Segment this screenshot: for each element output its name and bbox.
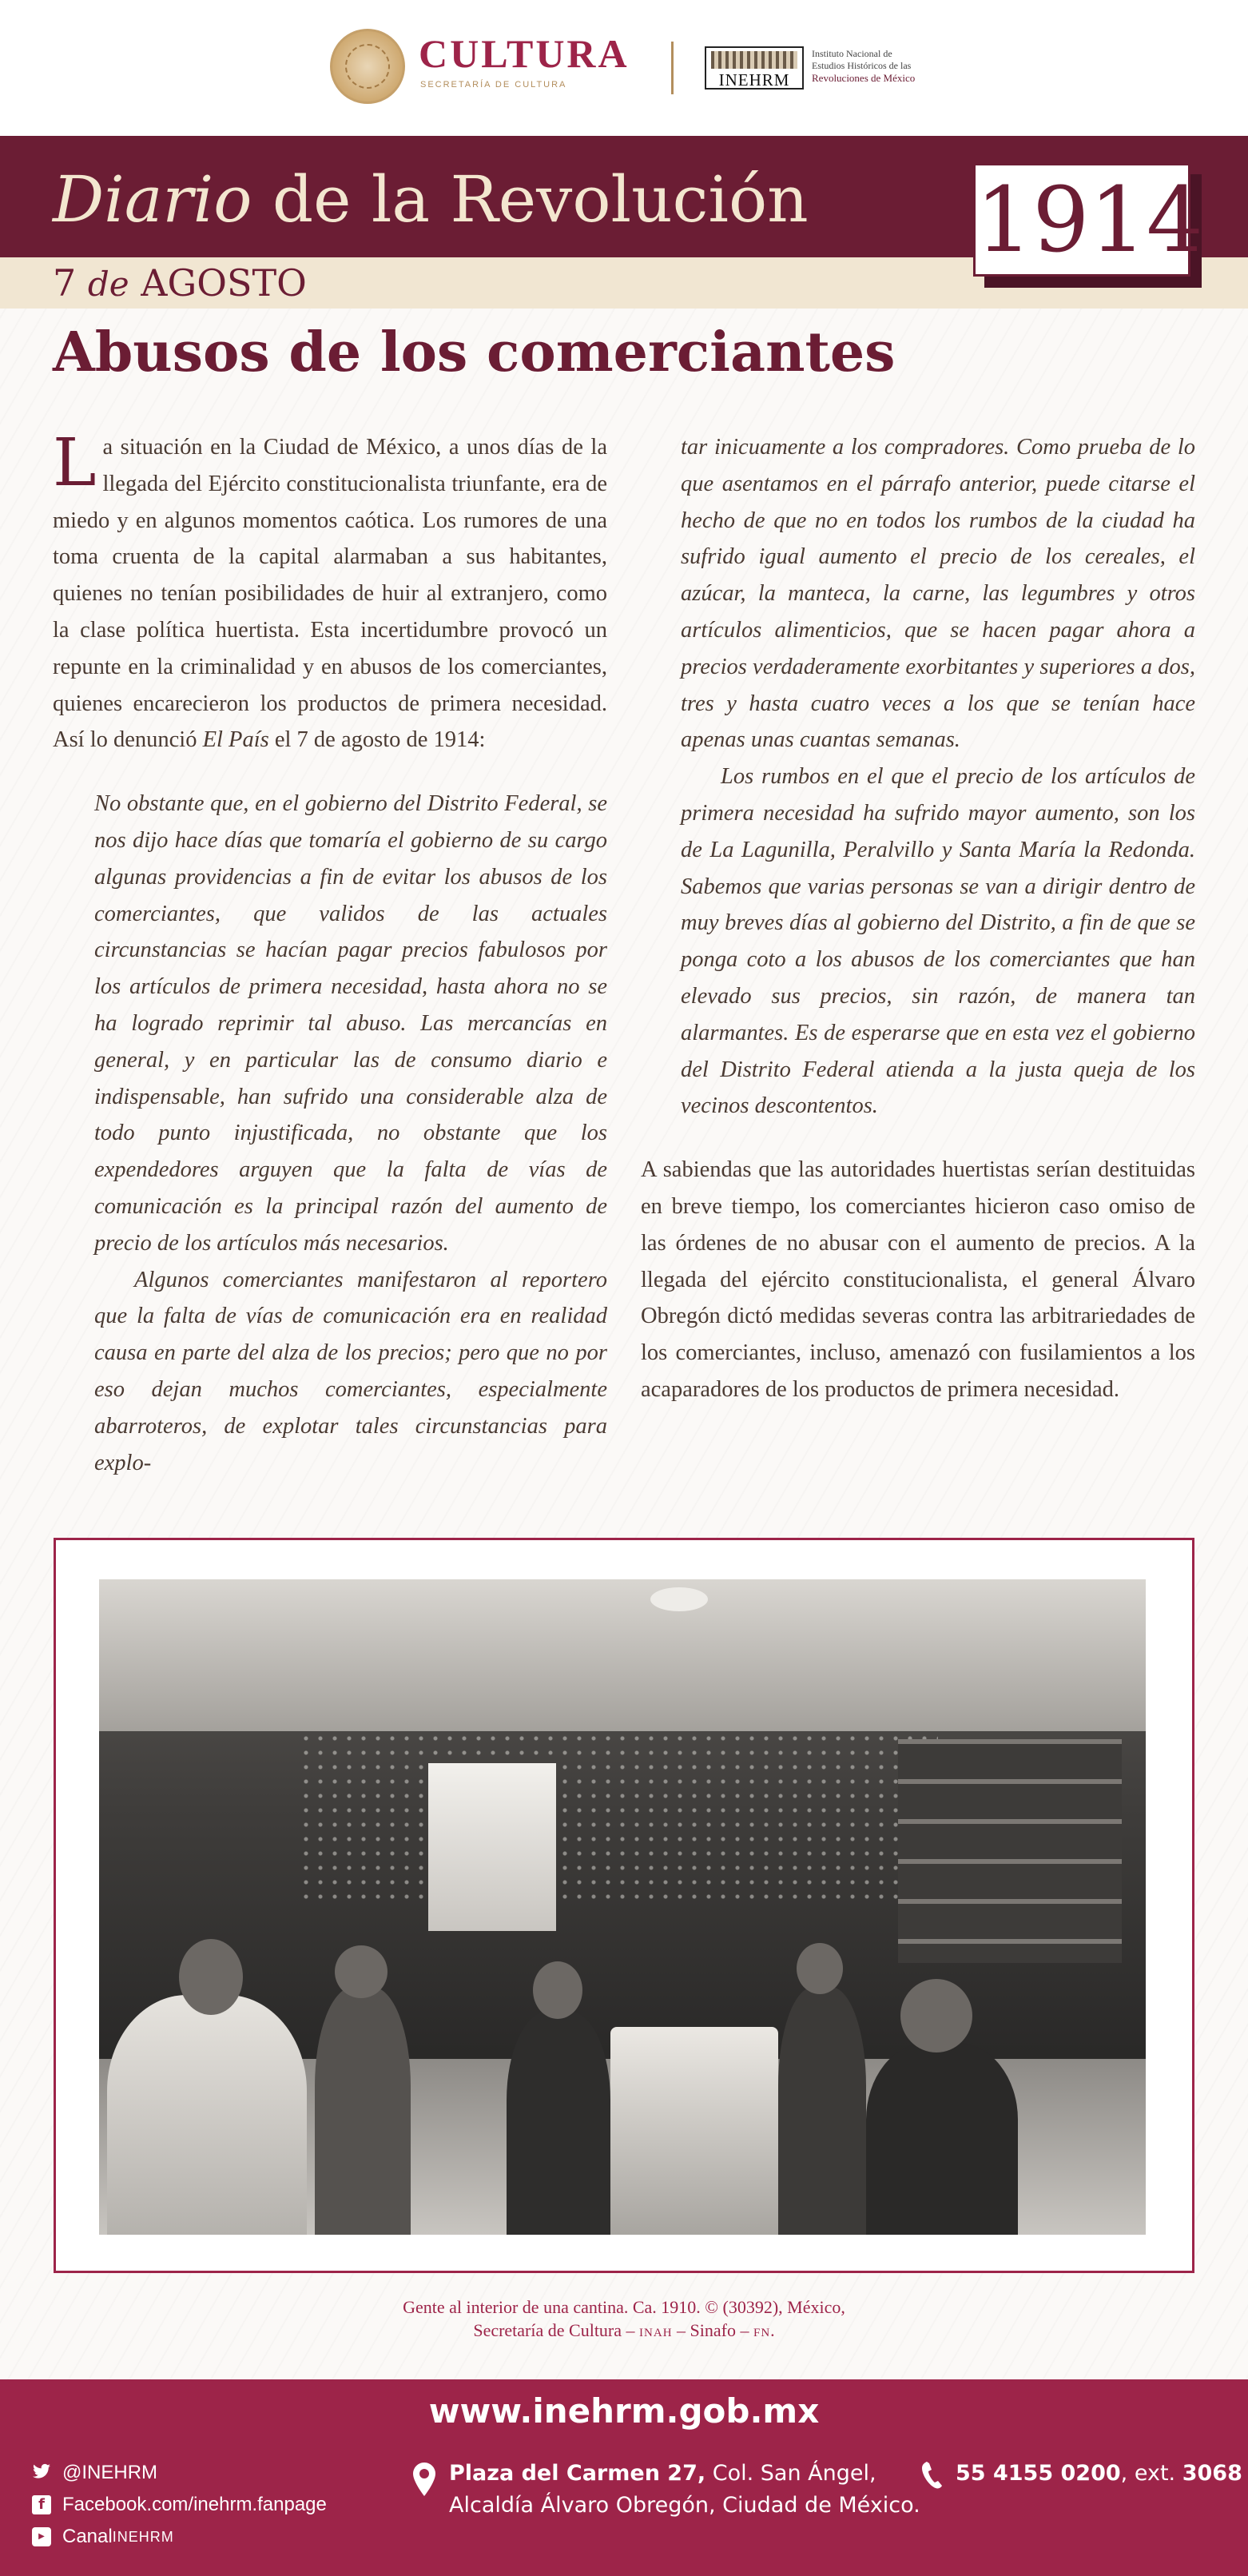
closing-paragraph: A sabiendas que las autoridades huertistas serían destituidas en breve tiempo, los comerciantes hicieron caso omiso de las órdenes de no abusar con el aumento de precios. A la llegada del ejército constitucionalista, el general Álvaro Obregón dictó medidas severas contra las arbitrariedades de los comerciantes, incluso, amenazó con fusilamientos a los acaparadores de los productos de primera necesidad. [641,1157,1195,1402]
photo-man-suit [507,2011,610,2235]
article-column-right [641,429,1195,1408]
facebook-icon: f [32,2495,51,2514]
phone-main: 55 4155 0200 [956,2461,1121,2486]
address-colonia: Col. San Ángel, [705,2461,876,2486]
facebook-link[interactable] [32,2489,327,2521]
institute-name [812,48,915,84]
photo-head [533,1961,582,2019]
address-line-1 [449,2458,920,2490]
website-link[interactable]: www.inehrm.gob.mx [428,2391,820,2431]
quote-paragraph-1: No obstante que, en el gobierno del Distrito Federal, se nos dijo hace días que tomaría el gobierno de su cargo algunas providencias a fin de evitar los abusos de los comerciantes, que validos de las actuales circunstancias se hacían pagar precios fabulosos por los artículos de primera necesidad, hasta ahora no se ha logrado reprimir tal abuso. Las mercancías en general, y en particular las de consumo diario e indispensable, han sufrido una considerable alza de todo punto injustificada, no obstante que los expendedores arguyen que la falta de vías de comunicación es la principal razón del aumento de precio de los artículos más necesarios. [94,791,607,1256]
article-title: Abusos de los comerciantes [53,321,896,384]
cultura-logo-text: CULTURA [419,31,630,76]
photo-caption [0,2295,1248,2345]
youtube-icon: ▶ [32,2527,51,2546]
twitter-bird-icon [32,2463,51,2482]
institute-line-3: Revoluciones de México [812,72,916,84]
date-text [53,262,307,305]
year-box: 1914 [973,163,1190,277]
quote-paragraph-2-start: Algunos comerciantes manifestaron al reportero que la falta de vías de comunicación era en realidad causa en parte del alza de los precios; pero que no por eso dejan muchos comerciantes, especialmente abarroteros, de explotar tales circunstancias para explo- [94,1267,607,1475]
caption-inah: INAH [639,2327,673,2339]
caption-line-1: Gente al interior de una cantina. Ca. 1910. © (30392), México, [403,2297,845,2317]
historical-photo [99,1579,1146,2235]
photo-head [335,1945,388,1998]
inehrm-building-icon [711,51,797,69]
phone-number[interactable] [956,2458,1242,2490]
banner-title-italic: Diario [53,162,252,237]
intro-paragraph [53,425,607,758]
banner-title-rest: de la Revolución [252,162,809,237]
photo-head [900,1979,972,2052]
article-column-left [53,425,607,1481]
social-links [32,2457,327,2553]
quote-paragraph-2-end: tar inicuamente a los compradores. Como prueba de lo que asentamos en el párrafo anterior, puede citarse el hecho de que no en todos los rumbos de la ciudad ha sufrido igual aumento el precio de los cereales, el azúcar, la manteca, la carne, las legumbres y otros artículos alimenticios, que se hacen pagar ahora a precios verdaderamente exorbitantes y superiores a dos, tres y hasta cuatro veces a los que se tenían hace apenas unas cuantas semanas. [681,435,1195,753]
cultura-subtitle: SECRETARÍA DE CULTURA [420,80,567,90]
inehrm-logo [705,46,804,90]
institute-line-2: Estudios Históricos de las [812,60,912,71]
photo-ceiling-lamp [650,1587,708,1611]
photo-man-right [866,2043,1018,2235]
banner-title [53,162,809,237]
photo-wallpaper [299,1731,938,1907]
newspaper-name: El País [202,727,269,753]
date-month: AGOSTO [141,261,307,305]
date-day: 7 [53,261,77,305]
photo-window [428,1763,556,1931]
address [449,2458,920,2522]
phone-icon [920,2460,944,2490]
photo-man-sombrero [315,1987,411,2235]
caption-credit-a: Secretaría de Cultura – [473,2320,640,2340]
photo-woman-seated [107,1995,307,2235]
photo-ceiling [99,1579,1146,1731]
date-de: de [87,265,129,304]
photo-head [797,1943,843,1994]
intro-end: el 7 de agosto de 1914: [268,727,486,753]
youtube-link[interactable] [32,2521,327,2553]
address-street: Plaza del Carmen 27, [449,2461,706,2486]
phone-ext: 3068 [1182,2461,1242,2486]
photo-round-table [610,2027,778,2235]
twitter-link[interactable] [32,2457,327,2489]
inehrm-logo-text: INEHRM [718,70,790,90]
caption-line-2 [0,2319,1248,2345]
caption-credit-b: – Sinafo – [672,2320,753,2340]
intro-text: a situación en la Ciudad de México, a unos días de la llegada del Ejército constitucionalista triunfante, era de miedo y en algunos momentos caótica. Los rumores de una toma cruenta de la capital alarmaban a sus habitantes, quienes no tenían posibilidades de huir al extranjero, como la clase política huertista. Esta incertidumbre provocó un repunte en la criminalidad y en abusos de los comerciantes, quienes encarecieron los productos de primera necesidad. Así lo denunció [53,435,607,753]
map-pin-icon [412,2462,436,2497]
quote-paragraph-3: Los rumbos en el que el precio de los artículos de primera necesidad ha sufrido mayor aumento, son los de La Lagunilla, Peralvillo y Santa María la Redonda. Sabemos que varias personas se van a dirigir dentro de muy breves días al gobierno del Distrito, a fin de que se ponga coto a los abusos de los comerciantes que han elevado sus precios, sin razón, de manera tan alarmantes. Es de esperarse que en esta vez el gobierno del Distrito Federal atienda a la justa queja de los vecinos descontentos. [681,764,1195,1119]
photo-bar-shelves [898,1739,1122,1963]
government-seal-logo [330,29,405,104]
seal-ring [345,44,390,89]
phone-ext-label: , ext. [1120,2461,1182,2486]
facebook-url: Facebook.com/inehrm.fanpage [62,2494,327,2515]
logo-bar [0,0,1248,136]
address-line-2: Alcaldía Álvaro Obregón, Ciudad de México. [449,2493,920,2518]
institute-line-1: Instituto Nacional de [812,48,892,59]
photo-head [179,1939,243,2015]
caption-fn: FN [753,2327,771,2339]
youtube-prefix: Canal [62,2526,113,2547]
drop-cap: L [53,425,97,501]
twitter-handle: @INEHRM [62,2462,158,2483]
caption-credit-c: . [770,2320,775,2340]
logo-divider [671,42,674,94]
youtube-channel: INEHRM [112,2529,174,2545]
photo-bartender [778,1987,866,2235]
